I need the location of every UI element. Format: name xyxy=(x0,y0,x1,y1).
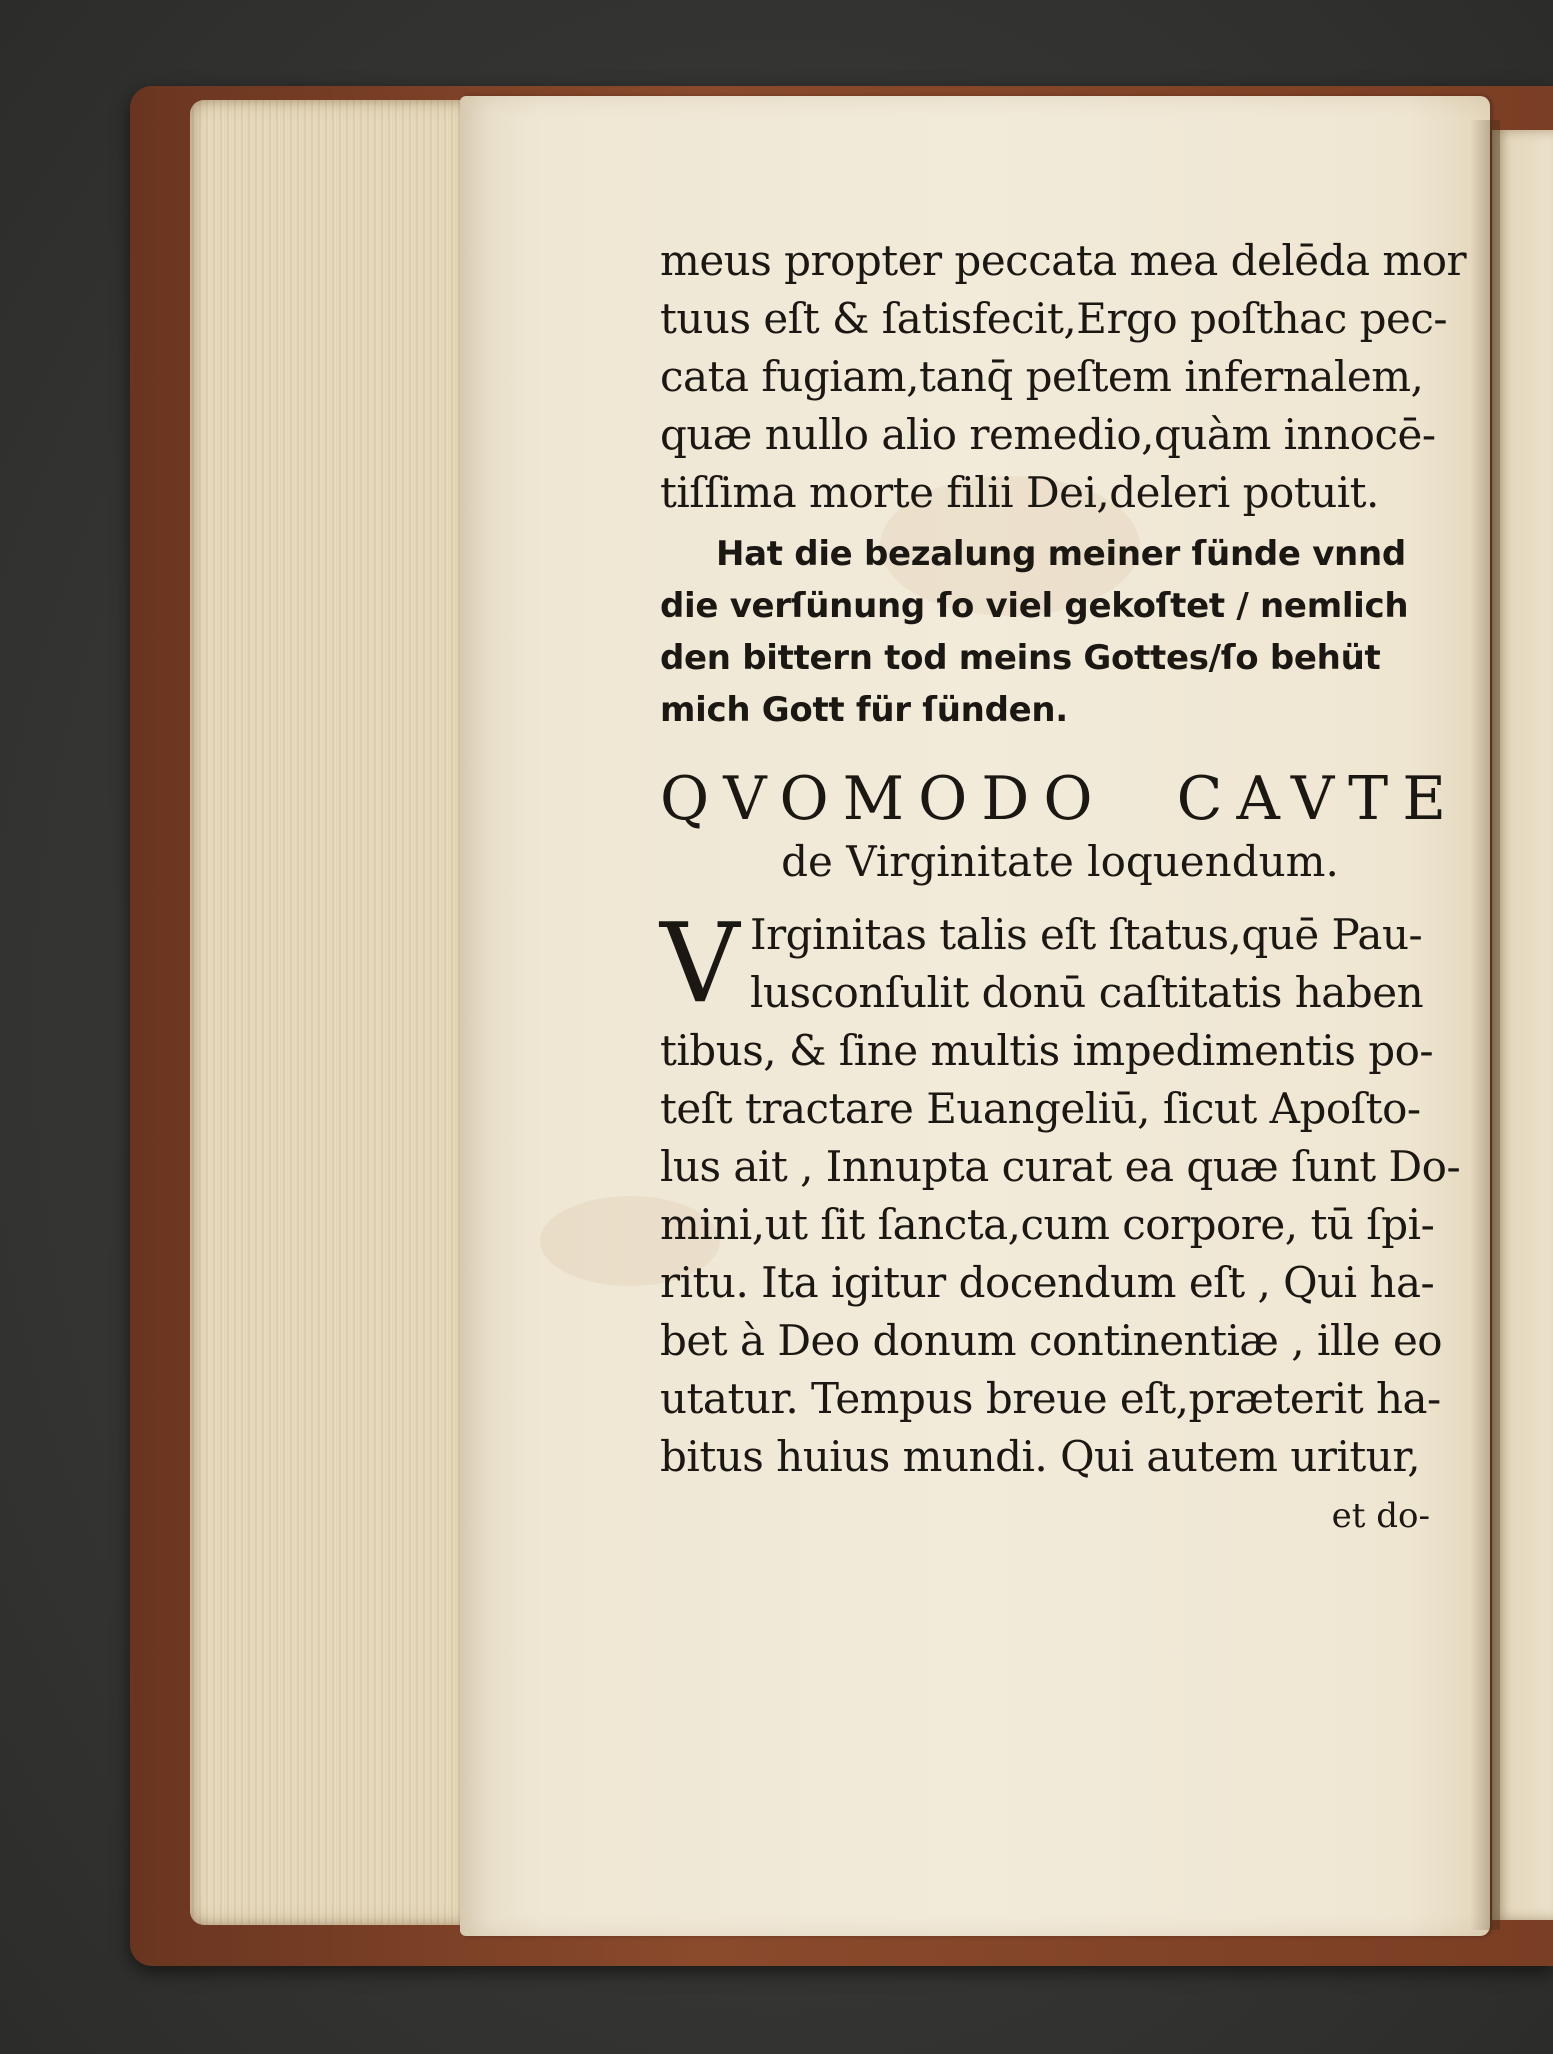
latin-line: teſt tractare Euangeliū, ſicut Apoſto- xyxy=(660,1084,1421,1133)
latin-line: tuus eſt & ſatisfecit,Ergo poſthac pec- xyxy=(660,294,1448,343)
latin-line: tiſſima morte filii Dei,deleri potuit. xyxy=(660,468,1379,517)
german-line: die verſünung ſo viel gekoſtet / nemlich xyxy=(660,586,1409,626)
latin-line: tibus, & ſine multis impedimentis po- xyxy=(660,1026,1434,1075)
catchword: et do- xyxy=(1331,1496,1430,1536)
gutter-shadow xyxy=(1470,120,1500,1930)
latin-line: bitus huius mundi. Qui autem uritur, xyxy=(660,1432,1421,1481)
latin-line: ritu. Ita igitur docendum eſt , Qui ha- xyxy=(660,1258,1435,1307)
latin-line: utatur. Tempus breue eſt,præterit ha- xyxy=(660,1374,1441,1423)
latin-line: bet à Deo donum continentiæ , ille eo xyxy=(660,1316,1443,1365)
latin-line: lusconſulit donū caſtitatis haben xyxy=(750,968,1424,1017)
page-text xyxy=(660,232,1467,1536)
german-line: mich Gott für ſünden. xyxy=(660,690,1068,730)
section-heading xyxy=(660,766,1460,832)
latin-line: mini,ut ſit ſancta,cum corpore, tū ſpi- xyxy=(660,1200,1435,1249)
german-line: Hat die bezalung meiner ſünde vnnd xyxy=(716,534,1406,574)
page-edges xyxy=(190,100,480,1925)
latin-line: meus propter peccata mea delēda mor xyxy=(660,236,1467,285)
german-line: den bittern tod meins Gottes/ſo behüt xyxy=(660,638,1381,678)
latin-line: Irginitas talis eſt ſtatus,quē Pau- xyxy=(750,910,1423,959)
latin-line: quæ nullo alio remedio,quàm innocē- xyxy=(660,410,1436,459)
section-subheading: de Virginitate loquendum. xyxy=(781,837,1339,886)
drop-cap: V xyxy=(660,899,740,1027)
heading-word: QVOMODO xyxy=(660,764,1107,834)
latin-line: cata fugiam,tanq̄ peſtem infernalem, xyxy=(660,352,1424,401)
facing-page-edge xyxy=(1492,130,1553,1920)
heading-word: CAVTE xyxy=(1176,764,1460,834)
drop-cap-paragraph xyxy=(660,899,1460,1027)
latin-line: lus ait , Innupta curat ea quæ ſunt Do- xyxy=(660,1142,1461,1191)
